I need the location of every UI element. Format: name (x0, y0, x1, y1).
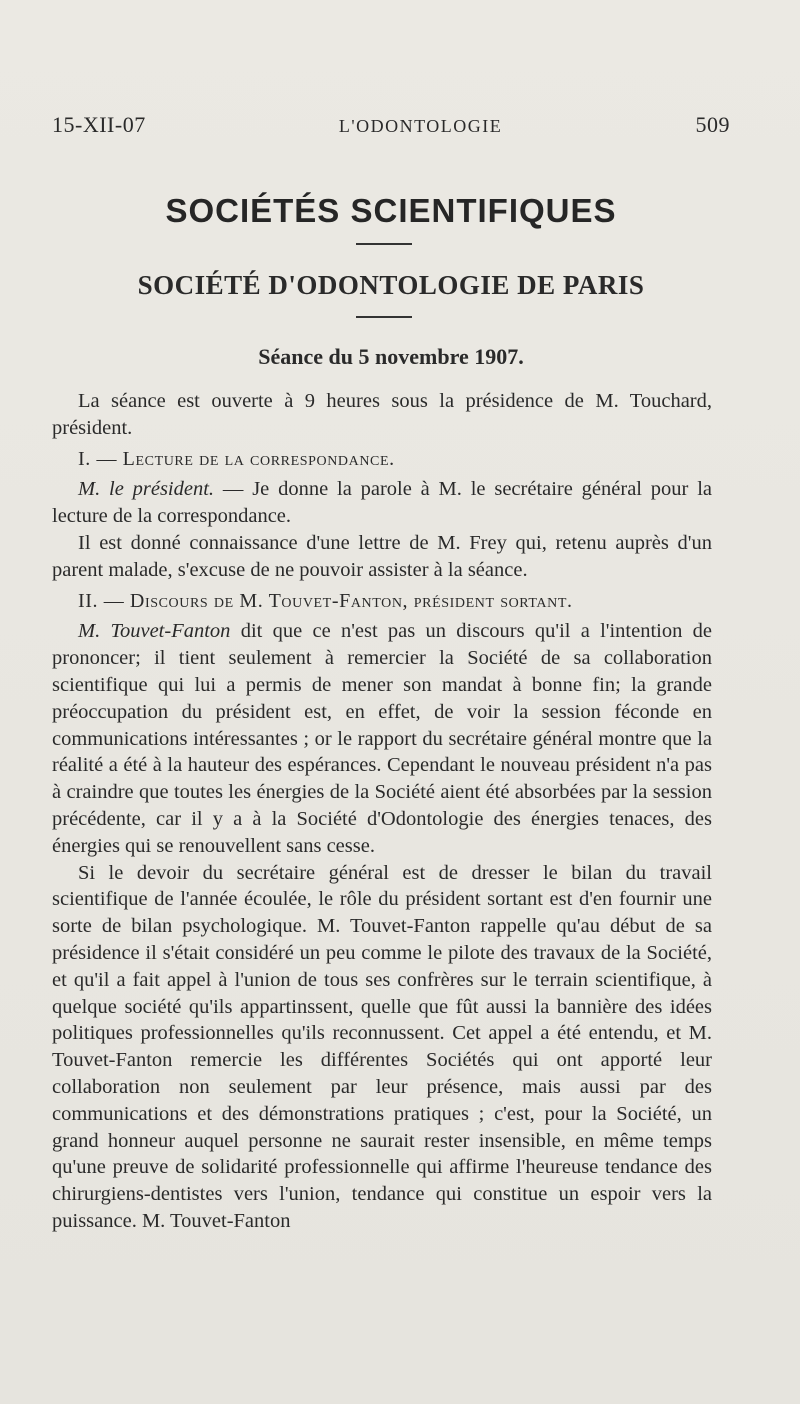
section-heading-speech: II. — Discours de M. Touvet-Fanton, président sortant. (78, 589, 573, 612)
article-body (52, 388, 712, 1235)
speech-text-1: dit que ce n'est pas un discours qu'il a l'intention de prononcer; il tient seulement à remercier la Société de sa collaboration scientifique qui lui a permis de mener son mandat à bonne fin; la grande préoccupation du président est, en effet, de voir la session féconde en communications intéressantes ; or le rapport du secrétaire général montre que la réalité a été à la hauteur des espérances. Cependant le nouveau président n'a pas à craindre que toutes les énergies de la Société aient été absorbées par la session précédente, car il y a à la Société d'Odontologie des énergies tenaces, des énergies qui se renouvellent sans cesse. (52, 620, 712, 857)
section-heading-correspondence: I. — Lecture de la correspondance. (78, 447, 395, 470)
issue-date: 15-XII-07 (52, 112, 146, 137)
title-divider (356, 243, 412, 245)
running-header (52, 112, 730, 138)
section-title: SOCIÉTÉS SCIENTIFIQUES (165, 192, 617, 229)
opening-paragraph: La séance est ouverte à 9 heures sous la présidence de M. Touchard, président. (52, 390, 712, 439)
speech-paragraph-2: Si le devoir du secrétaire général est de dresser le bilan du travail scientifique de l'année écoulée, le rôle du président sortant est d'en fournir une sorte de bilan psychologique. M. Touvet-Fanton rappelle qu'au début de sa présidence il s'était considéré un peu comme le pilote des travaux de la Société, et qu'il a fait appel à l'union de tous ses confrères sur le terrain scientifique, à quelque société qu'ils appartinssent, quelle que fût aussi la bannière des idées politiques professionnelles qu'ils reconnussent. Cet appel a été entendu, et M. Touvet-Fanton remercie les différentes Sociétés qui ont apporté leur collaboration non seulement par leur présence, mais aussi par des communications et des démonstrations pratiques ; c'est, pour la Société, un grand honneur auquel personne ne saurait rester insensible, en même temps qu'une preuve de solidarité professionnelle qui affirme l'heureuse tendance des chirurgiens-dentistes vers l'union, tendance qui constitue un espoir vers la puissance. M. Touvet-Fanton (52, 861, 712, 1232)
president-speech: — Je donne la parole à M. le secrétaire général pour la lecture de la correspondance. (52, 478, 712, 528)
speaker-president: M. le président. (78, 478, 215, 501)
journal-name: L'ODONTOLOGIE (338, 116, 503, 136)
president-paragraph (52, 476, 712, 530)
page-number: 509 (695, 112, 730, 137)
speech-paragraph-1 (52, 618, 712, 859)
speaker-touvet-fanton: M. Touvet-Fanton (78, 620, 231, 643)
session-date: Séance du 5 novembre 1907. (258, 344, 524, 369)
letter-paragraph: Il est donné connaissance d'une lettre de M. Frey qui, retenu auprès d'un parent malade, s'excuse de ne pouvoir assister à la séance. (52, 531, 712, 581)
society-title: SOCIÉTÉ D'ODONTOLOGIE DE PARIS (137, 270, 645, 300)
subtitle-divider (356, 316, 412, 318)
